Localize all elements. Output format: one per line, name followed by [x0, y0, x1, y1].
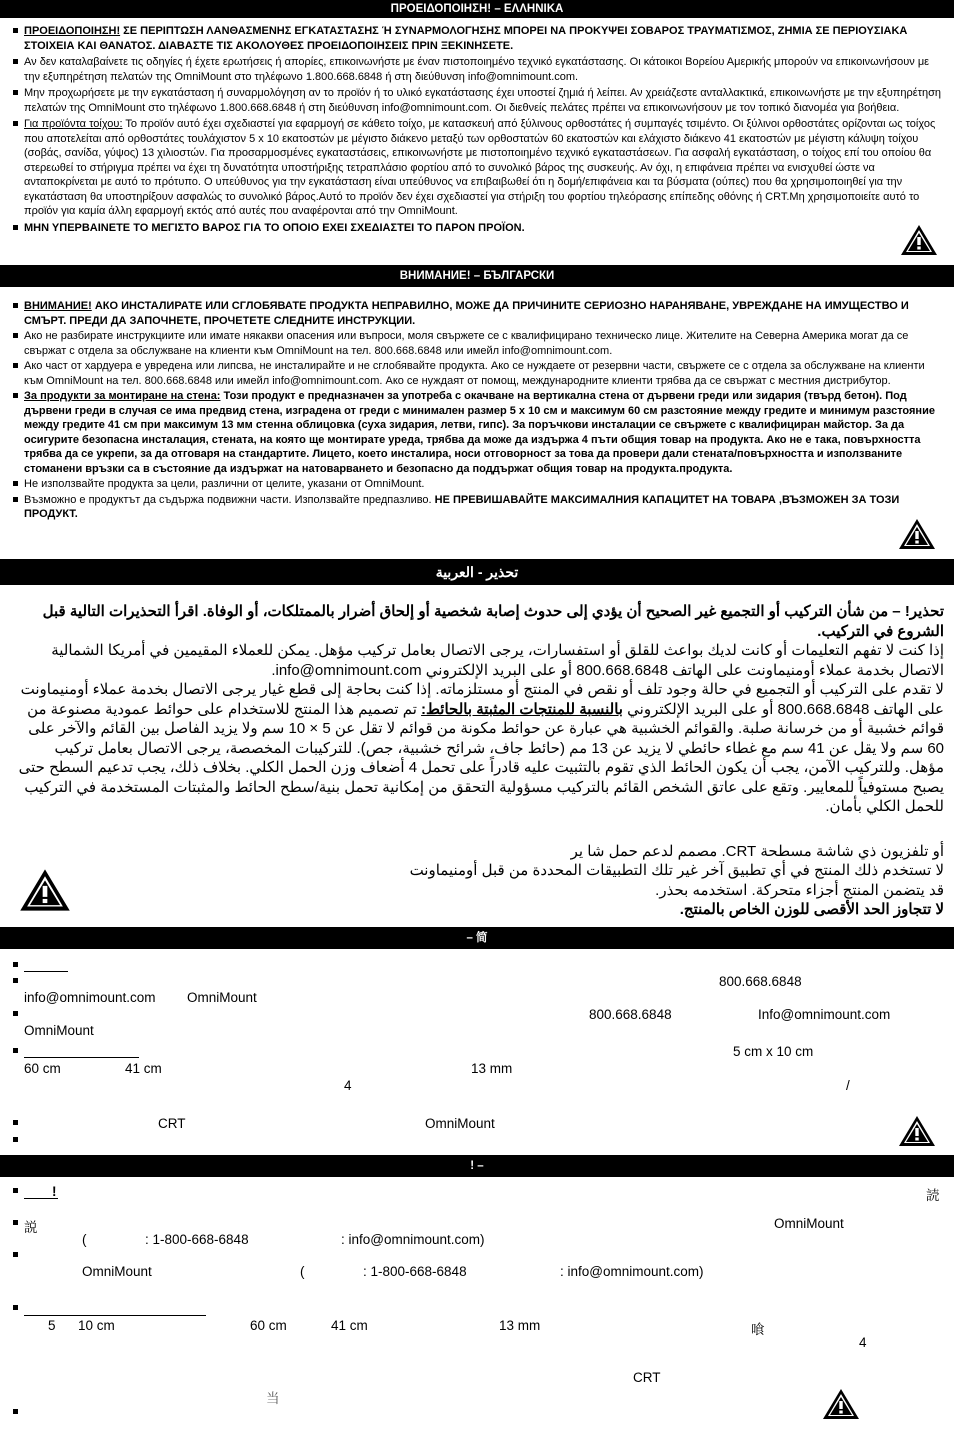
- bulgarian-warning-heading: ВНИМАНИЕ! АКО ИНСТАЛИРАТЕ ИЛИ СГЛОБЯВАТЕ ПРОДУКТА НЕПРАВИЛНО, МОЖЕ ДА ПРИЧИНИТЕ СЕРИОЗНО НАРАНЯВАНЕ, УВРЕЖДАНЕ НА ИМУЩЕСТВО И СМЪРТ. ПРЕДИ ДА ЗАПОЧНЕТЕ, ПРОЧЕТЕТЕ СЛЕДНИТЕ ИНСТРУКЦИИ.: [0, 299, 954, 328]
- arabic-max-weight-warning: لا تتجاوز الحد الأقصى للوزن الخاص بالمنتج.: [679, 901, 944, 918]
- read-glyph: 読: [926, 1188, 940, 1203]
- greek-warning-heading: ΠΡΟΕΙΔΟΠΟΙΗΣΗ! ΣΕ ΠΕΡΙΠΤΩΣΗ ΛΑΝΘΑΣΜΕΝΗΣ ΕΓΚΑΤΑΣΤΑΣΗΣ Ή ΣΥΝΑΡΜΟΛΟΓΗΣΗΣ ΜΠΟΡΕΙ ΝΑ ΠΡΟΚΥΨΕΙ ΣΟΒΑΡΟΣ ΤΡΑΥΜΑΤΙΣΜΟΣ, ΖΗΜΙΑ ΣΕ ΠΕΡΙΟΥΣΙΑΚΑ ΣΤΟΙΧΕΙΑ ΚΑΙ ΘΑΝΑΤΟΣ. ΔΙΑΒΑΣΤΕ ΤΙΣ ΑΚΟΛΟΥΘΕΣ ΠΡΟΕΙΔΟΠΟΙΗΣΕΙΣ ΠΡΙΝ ΞΕΚΙΝΗΣΕΤΕ.: [0, 24, 954, 53]
- exclamation: !: [52, 1184, 57, 1199]
- phone-number: : 1-800-668-6848: [145, 1232, 249, 1247]
- brand-name: OmniMount: [425, 1116, 495, 1131]
- greek-section-header: ΠΡΟΕΙΔΟΠΟΙΗΣΗ! – ΕΛΛΗΝΙΚΑ: [0, 0, 954, 18]
- wall-covering: 13 mm: [471, 1061, 513, 1076]
- bullet: [13, 1409, 18, 1414]
- stud-spacing-max: 60 cm: [24, 1061, 61, 1076]
- email-address: : info@omnimount.com): [560, 1264, 704, 1279]
- load-factor: 4: [859, 1335, 867, 1350]
- underline-lead: [24, 1315, 206, 1316]
- email-address: : info@omnimount.com): [341, 1232, 485, 1247]
- greek-instructions-note: Αν δεν καταλαβαίνετε τις οδηγίες ή έχετε ερωτήσεις ή απορίες, επικοινωνήστε με έναν πιστοποιημένο τεχνικό εγκατάστασης. Οι κάτοικοι Βορείου Αμερικής μπορούν να επικοινωνήσουν με την εξυπηρέτηση πελατών της OmniMount στο τηλέφωνο 1.800.668.6848 ή στη διεύθυνση info@omnimount.com.: [0, 55, 954, 84]
- crt-label: CRT: [633, 1370, 661, 1385]
- brand-name: OmniMount: [24, 1023, 94, 1038]
- stud-spacing-max: 60 cm: [250, 1318, 287, 1333]
- email-address: info@omnimount.com: [24, 990, 156, 1005]
- kanji-glyph: 喰: [751, 1322, 765, 1337]
- arabic-instructions-note: إذا كنت لا تفهم التعليمات أو كانت لديك بواعث للقلق أو استفسارات، يرجى الاتصال بعامل تركيب مؤهل. يمكن للعملاء المقيمين في أمريكا الشمالية الاتصال بخدمة عملاء أومنيماونت على الهاتف 800.668.6848 أو على البريد الإلكتروني info@omnimount.com.: [51, 642, 944, 679]
- arabic-warning-heading: تحذير! – من شأن التركيب أو التجميع غير الصحيح أن يؤدي إلى حدوث إصابة شخصية أو إلحاق أضرار بالممتلكات، أو الوفاة. اقرأ التحذيرات التالية قبل الشروع في التركيب.: [42, 603, 944, 640]
- chinese-section-header: – 简: [0, 927, 954, 949]
- phone-number: 800.668.6848: [589, 1007, 672, 1022]
- stud-spacing-min: 41 cm: [331, 1318, 368, 1333]
- bulgarian-damaged-parts-note: Ако част от хардуера е увредена или липсва, не инсталирайте и не сглобявайте продукта. Ако се нуждаете от резервни части, свържете се с отдела за обслужване на клиенти към OmniMount на тел. 800.668.6848 или имейл info@omnimount.com. Ако се нуждаят от помощ, международните клиенти трябва да се свържат с местния дистрибутор.: [0, 359, 954, 388]
- brand-name: OmniMount: [187, 990, 257, 1005]
- email-address: Info@omnimount.com: [758, 1007, 891, 1022]
- stud-dimension: 5 cm x 10 cm: [733, 1044, 814, 1059]
- bulgarian-max-capacity-warning: Възможно е продуктът да съдържа подвижни части. Използвайте предпазливо. НЕ ПРЕВИШАВАЙТЕ МАКСИМАЛНИЯ КАПАЦИТЕТ НА ТОВАРА ,ВЪЗМОЖЕН ЗА ТОЗИ ПРОДУКТ.: [0, 493, 954, 522]
- stud-size: 5: [48, 1318, 56, 1333]
- slash: /: [846, 1078, 850, 1093]
- bulgarian-instructions-note: Ако не разбирате инструкциите или имате някакви опасения или въпроси, моля свържете се с квалифицирано техническо лице. Жителите на Северна Америка могат да се свържат с отдела за обслужване на клиенти към OmniMount на тел. 800.668.6848 или имейл info@omnimount.com.: [0, 329, 954, 358]
- bulgarian-wall-products-note: За продукти за монтиране на стена: Този продукт е предназначен за употреба с окачване на вертикална стена от дървени греди или зидария (твърд бетон). Под дървени греди в случая се има предвид стена, изградена от греди с минимален размер 5 x 10 см и максимум 60 см разстояние между гредите и минимум разстояние между гредите 41 см при максимум 13 мм стенна облицовка (суха зидария, летви, гипс). За поръчкови инсталации се свържете с квалифициран майстор. За да осигурите безопасна инсталация, стената, на която ще монтирате уреда, трябва да може да издържа 4 пъти общия товар на продукта. Ако не е така, повърхността трябва да се укрепи, за да отговаря на стандартите. Лицето, което инсталира, носи отговорност за това да провери дали стената/повърхността и използваните стоманени връзки са в състояние да издържат на натоварването и безопасно да поддържат общия товар на продукта.продукта.: [0, 389, 954, 476]
- phone-number: 800.668.6848: [719, 974, 802, 989]
- phone-number: : 1-800-668-6848: [363, 1264, 467, 1279]
- kanji-glyph: 当: [266, 1391, 280, 1406]
- wall-covering: 13 mm: [499, 1318, 541, 1333]
- greek-max-weight-warning: ΜΗΝ ΥΠΕΡΒΑΙΝΕΤΕ ΤΟ ΜΕΓΙΣΤΟ ΒΑΡΟΣ ΓΙΑ ΤΟ ΟΠΟΙΟ ΕΧΕΙ ΣΧΕΔΙΑΣΤΕΙ ΤΟ ΠΑΡΟΝ ΠΡΟΪΟΝ.: [0, 221, 954, 236]
- crt-label: CRT: [158, 1116, 186, 1131]
- bulgarian-section-header: ВНИМАНИЕ! – БЪЛГАРСКИ: [0, 265, 954, 287]
- stud-size: 10 cm: [78, 1318, 115, 1333]
- bullet: [13, 1220, 18, 1225]
- greek-damaged-parts-note: Μην προχωρήσετε με την εγκατάσταση ή συναρμολόγηση αν το προϊόν ή το υλικό εγκατάστασης έχει υποστεί ζημιά ή λείπει. Αν χρειάζεστε ανταλλακτικά, επικοινωνήστε με την εξυπηρέτηση πελατών της OmniMount στο τηλέφωνο 1.800.668.6848 ή στη διεύθυνση info@omnimount.com. Οι διεθνείς πελάτες πρέπει να επικοινωνήσουν με τον τοπικό διανομέα για βοήθεια.: [0, 86, 954, 115]
- bullet: [13, 1188, 18, 1193]
- open-paren: (: [82, 1232, 87, 1247]
- bulgarian-usage-note: Не използвайте продукта за цели, различни от целите, указани от OmniMount.: [0, 477, 954, 492]
- load-factor: 4: [344, 1078, 352, 1093]
- warning-triangle-icon: [822, 1388, 860, 1425]
- bullet: [13, 1252, 18, 1257]
- arabic-section-header: تحذير - العربية: [0, 559, 954, 585]
- explain-glyph: 説: [24, 1220, 38, 1235]
- arabic-damaged-parts-note: لا تقدم على التركيب أو التجميع في حالة وجود تلف أو نقص في المنتج أو مستلزماته. إذا كنت بحاجة إلى قطع غيار يرجى الاتصال بخدمة عملاء أومنيماونت على الهاتف 800.668.6848 أو على البريد الإلكتروني بالنسبة للمنتجات المثبتة بالحائط: تم تصميم هذا المنتج للاستخدام على حوائط عمودية مصنوعة من قوائم خشبية أو من خرسانة صلبة. والقوائم الخشبية هي عبارة عن حوائط مكونة من قوائم لا تقل عن 5 × 10 سم ولا يزيد الفاصل بين القائم والآخر على 60 سم ولا يقل عن 41 سم مع غطاء حائطي لا يزيد عن 13 مم (حائط جاف، شرائح خشبية، جص). للتركيبات المخصصة، يرجى الاتصال بعامل تركيب مؤهل. وللتركيب الآمن، يجب أن يكون الحائط الذي تقوم بالتثبيت عليه قادراً على تحمل 4 أضعاف وزن الحمل الكلي. بخلاف ذلك، يجب تدعيم السطح حتى يصبح مستوفياً للمعايير. وتقع على عاتق الشخص القائم بالتركيب مسؤولية التحقق من إمكانية تحمل بنية/سطح الحائط والمثبتات المستخدمة في التركيب للحمل الكلي بأمان.: [18, 681, 944, 815]
- arabic-crt-note: أو تلفزيون ذي شاشة مسطحة CRT. مصمم لدعم حمل شا ير: [570, 842, 944, 860]
- open-paren: (: [300, 1264, 305, 1279]
- greek-wall-products-note: Για προϊόντα τοίχου: Το προϊόν αυτό έχει σχεδιαστεί για εφαρμογή σε κάθετο τοίχο, με κατασκευή από ξύλινους ορθοστάτες ή συμπαγές τσιμέντο. Οι ξύλινοι ορθοστάτες ορίζονται ως τοίχος που αποτελείται από ορθοστάτες τουλάχιστον 5 x 10 εκατοστών με μέγιστο διάκενο μεταξύ των ορθοστατών 60 εκατοστών και ελάχιστο διάκενο 41 εκατοστών με μέγιστη κάλυψη τοίχου (σοβάς, σανίδα, γύψος) 13 χιλιοστών. Για προσαρμοσμένες εγκαταστάσεις, επικοινωνήστε με πιστοποιημένο τεχνικό εγκαταστάσεων. Για ασφαλή εγκατάσταση, ο τοίχος επί του οποίου θα στερεωθεί το στήριγμα πρέπει να έχει τη δυνατότητα υποστήριξης τετραπλάσιο φορτίου από το συνολικό βάρος της συσκευής. Αν όχι, η επιφάνεια πρέπει να ενισχυθεί ώστε να ανταποκρίνεται με αυτό το πρότυπο. Ο υπεύθυνος για την εγκατάσταση είναι υπεύθυνος να επιβαιβωθεί ότι η δομή/επιφάνεια και τα βύσματα (ούπες) που θα χρησιμοποιηθεί για την εγκατάσταση θα υποστηρίξουν ασφαλώς το συνολικό βάρος.Αυτό το προϊόν δεν έχει σχεδιαστεί για στήριξη του φορτίου τηλεόρασης επίπεδης οθόνης ή CRT.Μη χρησιμοποιείτε αυτό το προϊόν για καμία άλλη εφαρμογή εκτός από αυτές που αναφέρονται από την OmniMount.: [0, 117, 954, 219]
- bullet: [13, 1305, 18, 1310]
- stud-spacing-min: 41 cm: [125, 1061, 162, 1076]
- arabic-moving-parts-note: قد يتضمن المنتج أجزاء متحركة. استخدمه بحذر.: [655, 881, 944, 899]
- arabic-usage-note: لا تستخدم ذلك المنتج في أي تطبيق آخر غير تلك التطبيقات المحددة من قبل أومنيماونت: [409, 862, 944, 879]
- brand-name: OmniMount: [82, 1264, 152, 1279]
- japanese-section-header: ! –: [0, 1155, 954, 1177]
- brand-name: OmniMount: [774, 1216, 844, 1231]
